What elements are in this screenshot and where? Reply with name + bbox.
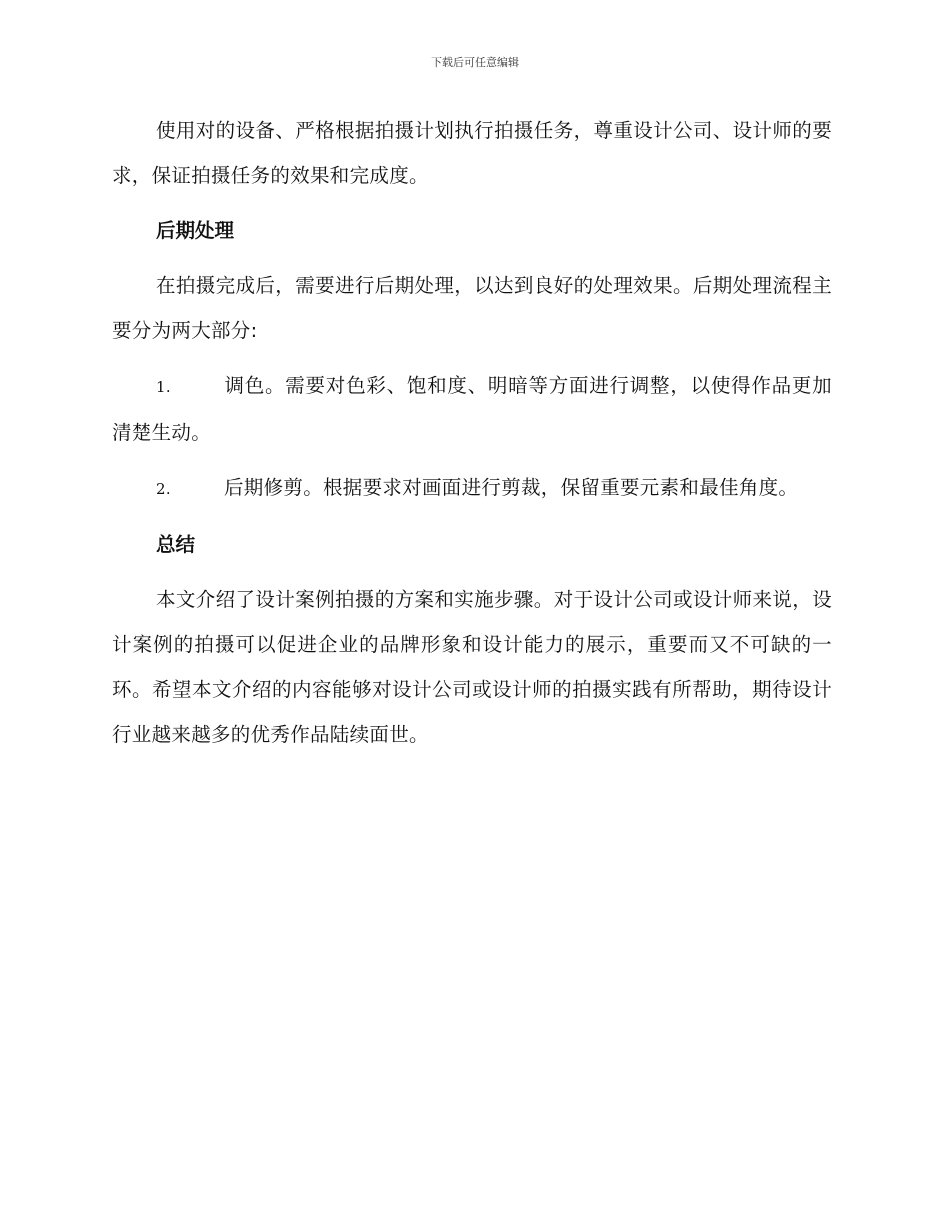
document-body bbox=[112, 108, 832, 767]
list-item bbox=[112, 465, 832, 512]
list-item-number: 1. bbox=[156, 378, 171, 396]
list-item bbox=[112, 363, 832, 455]
list-item-number: 2. bbox=[156, 480, 171, 498]
list-item-text: 调色。需要对色彩、饱和度、明暗等方面进行调整，以使得作品更加清楚生动。 bbox=[112, 374, 832, 444]
summary-paragraph: 本文介绍了设计案例拍摄的方案和实施步骤。对于设计公司或设计师来说，设计案例的拍摄可以促进企业的品牌形象和设计能力的展示，重要而又不可缺的一环。希望本文介绍的内容能够对设计公司或设计师的拍摄实践有所帮助，期待设计行业越来越多的优秀作品陆续面世。 bbox=[112, 588, 832, 746]
header-note: 下载后可任意编辑 bbox=[431, 56, 519, 69]
section-heading-post-processing: 后期处理 bbox=[156, 219, 235, 242]
section-heading-summary: 总结 bbox=[156, 533, 196, 556]
list-item-text: 后期修剪。根据要求对画面进行剪裁，保留重要元素和最佳角度。 bbox=[224, 476, 799, 499]
post-processing-paragraph: 在拍摄完成后，需要进行后期处理，以达到良好的处理效果。后期处理流程主要分为两大部分: bbox=[112, 274, 832, 342]
intro-paragraph: 使用对的设备、严格根据拍摄计划执行拍摄任务，尊重设计公司、设计师的要求，保证拍摄任务的效果和完成度。 bbox=[112, 119, 832, 187]
